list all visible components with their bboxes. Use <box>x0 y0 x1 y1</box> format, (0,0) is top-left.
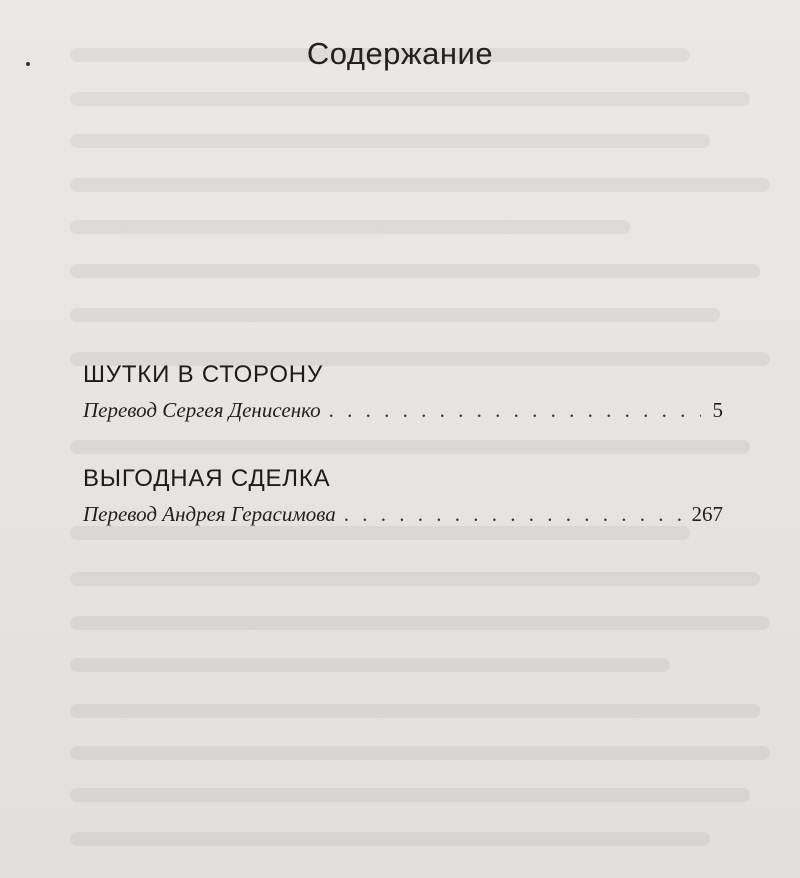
toc-entry-translator: Перевод Сергея Денисенко <box>83 398 321 422</box>
toc-entry-title: ШУТКИ В СТОРОНУ <box>83 361 323 388</box>
toc-entry-translator: Перевод Андрея Герасимова <box>83 502 336 526</box>
dot-leader <box>329 396 701 424</box>
page-title: Содержание <box>306 36 494 71</box>
toc-entry-jokes-aside[interactable] <box>83 360 723 464</box>
toc-entry-line <box>83 500 723 528</box>
toc-entry-title: ВЫГОДНАЯ СДЕЛКА <box>83 465 331 492</box>
toc-entry-page-number: 5 <box>712 398 723 422</box>
table-of-contents <box>83 360 723 568</box>
toc-entry-line <box>83 396 723 424</box>
dot-leader <box>344 500 684 528</box>
toc-entry-good-deal[interactable] <box>83 464 723 568</box>
toc-entry-page-number: 267 <box>691 502 723 526</box>
